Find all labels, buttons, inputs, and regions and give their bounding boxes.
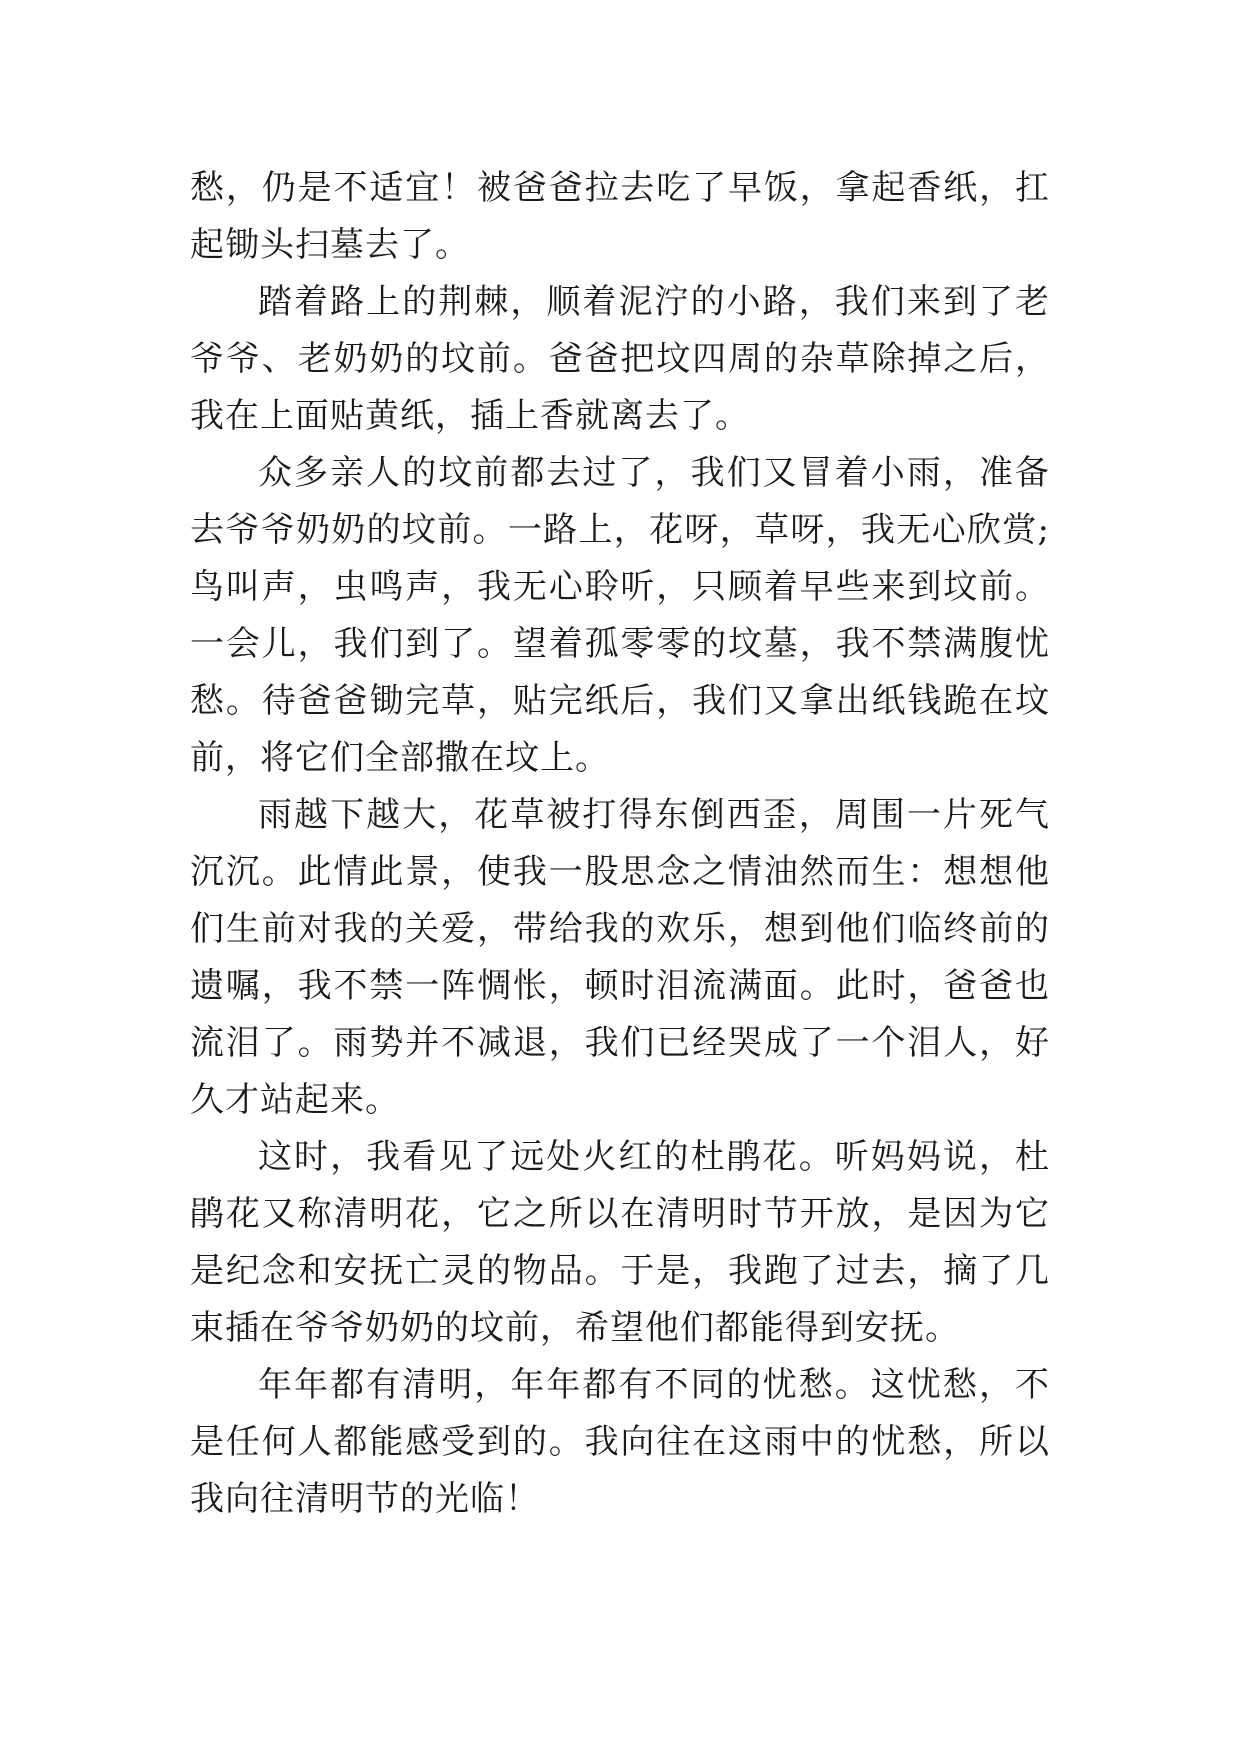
document-body [190,160,1050,1528]
paragraph-grandparents-grave: 众多亲人的坟前都去过了，我们又冒着小雨，准备去爷爷奶奶的坟前。一路上，花呀，草呀，我无心欣赏;鸟叫声，虫鸣声，我无心聆听，只顾着早些来到坟前。一会儿，我们到了。望着孤零零的坟墓，我不禁满腹忧愁。待爸爸锄完草，贴完纸后，我们又拿出纸钱跪在坟前，将它们全部撒在坟上。 [190,453,1050,778]
paragraph-continued: 愁，仍是不适宜！被爸爸拉去吃了早饭，拿起香纸，扛起锄头扫墓去了。 [190,168,1050,265]
paragraph-path-to-grave: 踏着路上的荆棘，顺着泥泞的小路，我们来到了老爷爷、老奶奶的坟前。爸爸把坟四周的杂草除掉之后，我在上面贴黄纸，插上香就离去了。 [190,282,1050,436]
paragraph-azalea: 这时，我看见了远处火红的杜鹃花。听妈妈说，杜鹃花又称清明花，它之所以在清明时节开放，是因为它是纪念和安抚亡灵的物品。于是，我跑了过去，摘了几束插在爷爷奶奶的坟前，希望他们都能得到安抚。 [190,1137,1050,1348]
paragraph-conclusion: 年年都有清明，年年都有不同的忧愁。这忧愁，不是任何人都能感受到的。我向往在这雨中的忧愁，所以我向往清明节的光临！ [190,1365,1050,1519]
paragraph-rain: 雨越下越大，花草被打得东倒西歪，周围一片死气沉沉。此情此景，使我一股思念之情油然而生：想想他们生前对我的关爱，带给我的欢乐，想到他们临终前的遗嘱，我不禁一阵惆怅，顿时泪流满面。此时，爸爸也流泪了。雨势并不减退，我们已经哭成了一个泪人，好久才站起来。 [190,795,1050,1120]
